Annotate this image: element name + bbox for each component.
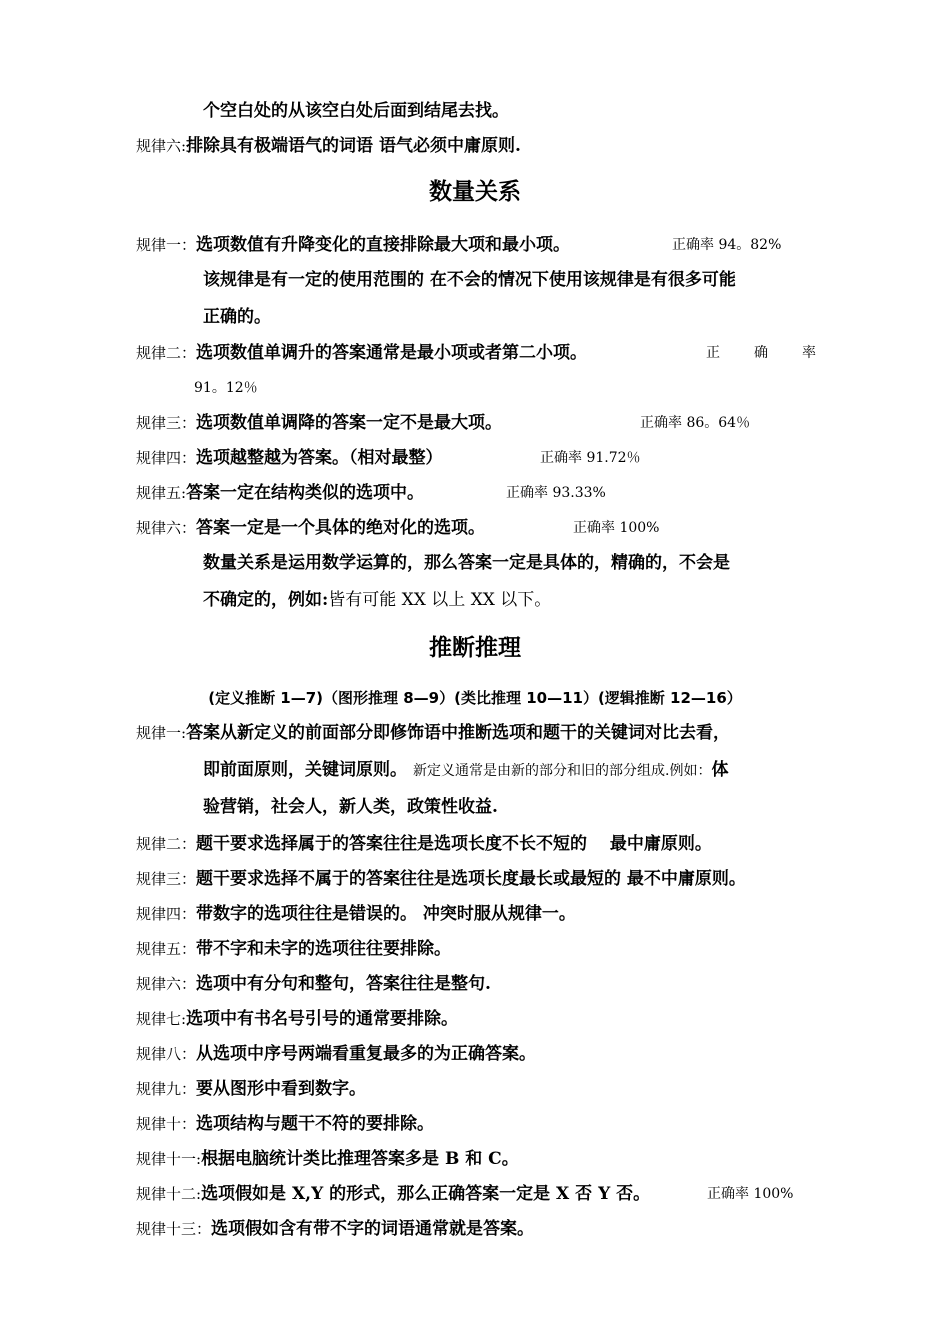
quantity-rule-6 <box>136 516 485 540</box>
continuation-line <box>203 99 509 123</box>
paragraph-text: 个空白处的从该空白处后面到结尾去找。 <box>203 101 509 121</box>
rule-text: 选项假如是 X,Y 的形式，那么正确答案一定是 X 否 Y 否。 <box>201 1184 651 1204</box>
paragraph-text: 验营销，社会人，新人类，政策性收益. <box>203 797 498 817</box>
rule-label: 规律五： <box>136 940 197 958</box>
inference-rule-7 <box>136 1007 458 1031</box>
rule-label: 规律六： <box>136 519 197 537</box>
inference-rule-9 <box>136 1077 366 1101</box>
quantity-rule-6-note <box>203 551 730 575</box>
accuracy-rate-value: 91。12％ <box>194 380 258 396</box>
rule-label: 规律四： <box>136 905 197 923</box>
rule-label: 规律十三： <box>136 1220 212 1238</box>
paragraph-text: 正确的。 <box>203 307 271 327</box>
accuracy-rate: 正确率 100% <box>573 520 660 536</box>
paragraph-text: 不确定的，例如: <box>203 590 329 610</box>
rule-label: 规律五: <box>136 484 187 502</box>
section-heading-quantity: 数量关系 <box>429 179 521 205</box>
rule-label: 规律七: <box>136 1010 187 1028</box>
rule-text: 题干要求选择不属于的答案往往是选项长度最长或最短的 最不中庸原则。 <box>196 869 746 889</box>
example-text: 皆有可能 XX 以上 XX 以下。 <box>328 590 552 610</box>
rule-label: 规律九： <box>136 1080 197 1098</box>
accuracy-rate: 正确率 100% <box>707 1186 794 1202</box>
quantity-rule-4 <box>136 446 443 470</box>
rule-text: 选项中有分句和整句，答案往往是整句. <box>196 974 491 994</box>
rule-text: 排除具有极端语气的词语 语气必须中庸原则. <box>186 136 521 156</box>
rule-text: 选项假如含有带不字的词语通常就是答案。 <box>211 1219 535 1239</box>
rule-text: 带数字的选项往往是错误的。 冲突时服从规律一。 <box>196 904 576 924</box>
inference-rule-2 <box>136 832 712 856</box>
rule-label: 规律八： <box>136 1045 197 1063</box>
inference-rule-6 <box>136 972 491 996</box>
rule-text: 带不字和未字的选项往往要排除。 <box>196 939 452 959</box>
paragraph-text: 即前面原则，关键词原则。 <box>203 760 407 780</box>
rule-text: 要从图形中看到数字。 <box>196 1079 367 1099</box>
inference-rule-10 <box>136 1112 434 1136</box>
accuracy-rate-spread <box>706 341 816 365</box>
rule-text: 题干要求选择属于的答案往往是选项长度不长不短的 最中庸原则。 <box>196 834 712 854</box>
rate-char: 率 <box>802 345 816 361</box>
inference-rule-1-cont <box>203 758 728 783</box>
rule-label: 规律六： <box>136 975 197 993</box>
rule-text: 选项中有书名号引号的通常要排除。 <box>186 1009 459 1029</box>
rule-text: 选项结构与题干不符的要排除。 <box>196 1114 435 1134</box>
rule-label: 规律一： <box>136 236 197 254</box>
inference-rule-11 <box>136 1147 519 1171</box>
quantity-rule-1-note-end <box>203 305 271 329</box>
inference-rule-12 <box>136 1182 650 1206</box>
rule-label: 规律二： <box>136 344 197 362</box>
rule-label: 规律三： <box>136 414 197 432</box>
quantity-rule-3 <box>136 411 502 435</box>
rule-text: 答案从新定义的前面部分即修饰语中推断选项和题干的关键词对比去看， <box>186 723 731 743</box>
inference-rule-1 <box>136 721 730 745</box>
inference-rule-4 <box>136 902 576 926</box>
rule-label: 规律四： <box>136 449 197 467</box>
paragraph-text: 数量关系是运用数学运算的，那么答案一定是具体的，精确的，不会是 <box>203 553 730 573</box>
section-subtitle: (定义推断 1—7)（图形推理 8—9）(类比推理 10—11）(逻辑推断 12—16） <box>208 689 742 707</box>
rule-six-prev <box>136 134 521 158</box>
rule-text: 答案一定在结构类似的选项中。 <box>186 483 425 503</box>
rule-label: 规律十： <box>136 1115 197 1133</box>
quantity-rule-1-note <box>203 268 736 292</box>
rule-text: 根据电脑统计类比推理答案多是 B 和 C。 <box>201 1149 519 1169</box>
section-heading-inference: 推断推理 <box>429 635 521 661</box>
quantity-rule-6-note-end <box>203 588 551 612</box>
rule-label: 规律三： <box>136 870 197 888</box>
rule-text: 答案一定是一个具体的绝对化的选项。 <box>196 518 486 538</box>
accuracy-rate: 正确率 93.33% <box>506 485 606 501</box>
inference-rule-5 <box>136 937 451 961</box>
rule-text: 选项数值单调降的答案一定不是最大项。 <box>196 413 503 433</box>
quantity-rule-5 <box>136 481 424 505</box>
rule-text: 选项数值有升降变化的直接排除最大项和最小项。 <box>196 235 571 255</box>
quantity-rule-2 <box>136 341 587 365</box>
inference-rule-13 <box>136 1217 534 1241</box>
rate-char: 确 <box>754 345 768 361</box>
inference-rule-8 <box>136 1042 536 1066</box>
quantity-rule-1 <box>136 233 570 257</box>
paragraph-text: 该规律是有一定的使用范围的 在不会的情况下使用该规律是有很多可能 <box>203 270 736 290</box>
rule-label: 规律一: <box>136 724 187 742</box>
note-text: 新定义通常是由新的部分和旧的部分组成.例如： <box>413 763 712 779</box>
rule-label: 规律六: <box>136 137 187 155</box>
rule-text: 选项数值单调升的答案通常是最小项或者第二小项。 <box>196 343 588 363</box>
rule-text: 选项越整越为答案。（相对最整） <box>196 448 443 468</box>
inference-rule-1-cont-end <box>203 795 498 819</box>
rule-label: 规律十二: <box>136 1185 202 1203</box>
inference-rule-3 <box>136 867 746 891</box>
rule-text: 从选项中序号两端看重复最多的为正确答案。 <box>196 1044 537 1064</box>
paragraph-text: 体 <box>711 760 729 780</box>
rule-label: 规律二： <box>136 835 197 853</box>
rule-label: 规律十一: <box>136 1150 202 1168</box>
accuracy-rate: 正确率 86。64％ <box>640 415 751 431</box>
accuracy-rate: 正确率 91.72％ <box>540 450 641 466</box>
accuracy-rate: 正确率 94。82% <box>672 237 782 253</box>
rate-char: 正 <box>706 345 720 361</box>
